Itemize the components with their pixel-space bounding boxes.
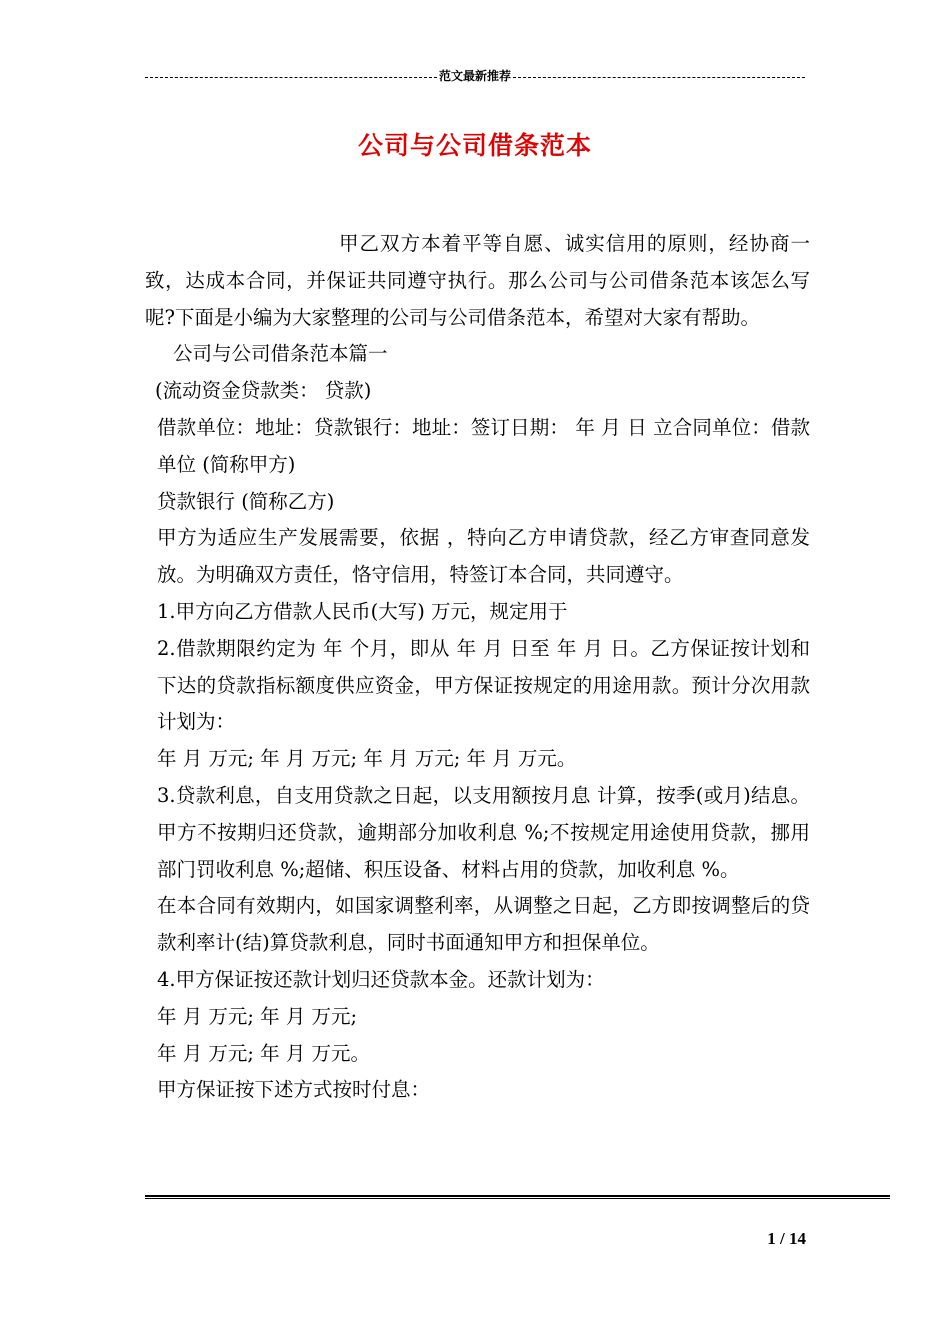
usage-plan-line: 年 月 万元; 年 月 万元; 年 月 万元; 年 月 万元。 — [157, 747, 577, 771]
header-label: 范文最新推荐 — [439, 69, 512, 83]
header-dash-left — [145, 77, 437, 78]
clause-1: 1.甲方向乙方借款人民币(大写) 万元，规定用于 — [157, 599, 568, 623]
parties-paragraph: 借款单位：地址：贷款银行：地址：签订日期： 年 月 日 立合同单位：借款单位 (简称甲方) — [157, 415, 810, 476]
page-header — [145, 68, 805, 84]
intro-paragraph: 甲乙双方本着平等自愿、诚实信用的原则，经协商一致，达成本合同，并保证共同遵守执行。那么公司与公司借条范本该怎么写呢?下面是小编为大家整理的公司与公司借条范本，希望对大家有帮助。 — [145, 232, 810, 329]
purpose-paragraph: 甲方为适应生产发展需要，依据 ，特向乙方申请贷款，经乙方审查同意发放。为明确双方责任，恪守信用，特签订本合同，共同遵守。 — [157, 526, 810, 587]
clause-4: 4.甲方保证按还款计划归还贷款本金。还款计划为： — [157, 967, 605, 991]
section-heading: 公司与公司借条范本篇一 — [173, 342, 388, 366]
repay-plan-line-1: 年 月 万元; 年 月 万元; — [157, 1004, 358, 1028]
rate-adjust-paragraph: 在本合同有效期内，如国家调整利率，从调整之日起，乙方即按调整后的贷款利率计(结)算贷款利息，同时书面通知甲方和担保单位。 — [157, 894, 810, 955]
interest-method-line: 甲方保证按下述方式按时付息： — [157, 1078, 431, 1102]
lender-line: 贷款银行 (简称乙方) — [157, 489, 335, 513]
document-title: 公司与公司借条范本 — [357, 131, 592, 160]
clause-2: 2.借款期限约定为 年 个月，即从 年 月 日至 年 月 日。乙方保证按计划和下达的贷款指标额度供应资金，甲方保证按规定的用途用款。预计分次用款计划为： — [157, 636, 810, 734]
loan-type-line: (流动资金贷款类： 贷款) — [155, 379, 372, 403]
page-number: 1 / 14 — [767, 1229, 806, 1248]
clause-3: 3.贷款利息，自支用贷款之日起，以支用额按月息 计算，按季(或月)结息。甲方不按期归还贷款，逾期部分加收利息 %;不按规定用途使用贷款，挪用部门罚收利息 %;超储、积压设备、材料占用的贷款，加收利息 %。 — [157, 783, 810, 881]
footer-rule — [145, 1195, 890, 1200]
repay-plan-line-2: 年 月 万元; 年 月 万元。 — [157, 1041, 371, 1065]
document-body — [145, 226, 810, 1109]
header-dash-right — [513, 77, 805, 78]
